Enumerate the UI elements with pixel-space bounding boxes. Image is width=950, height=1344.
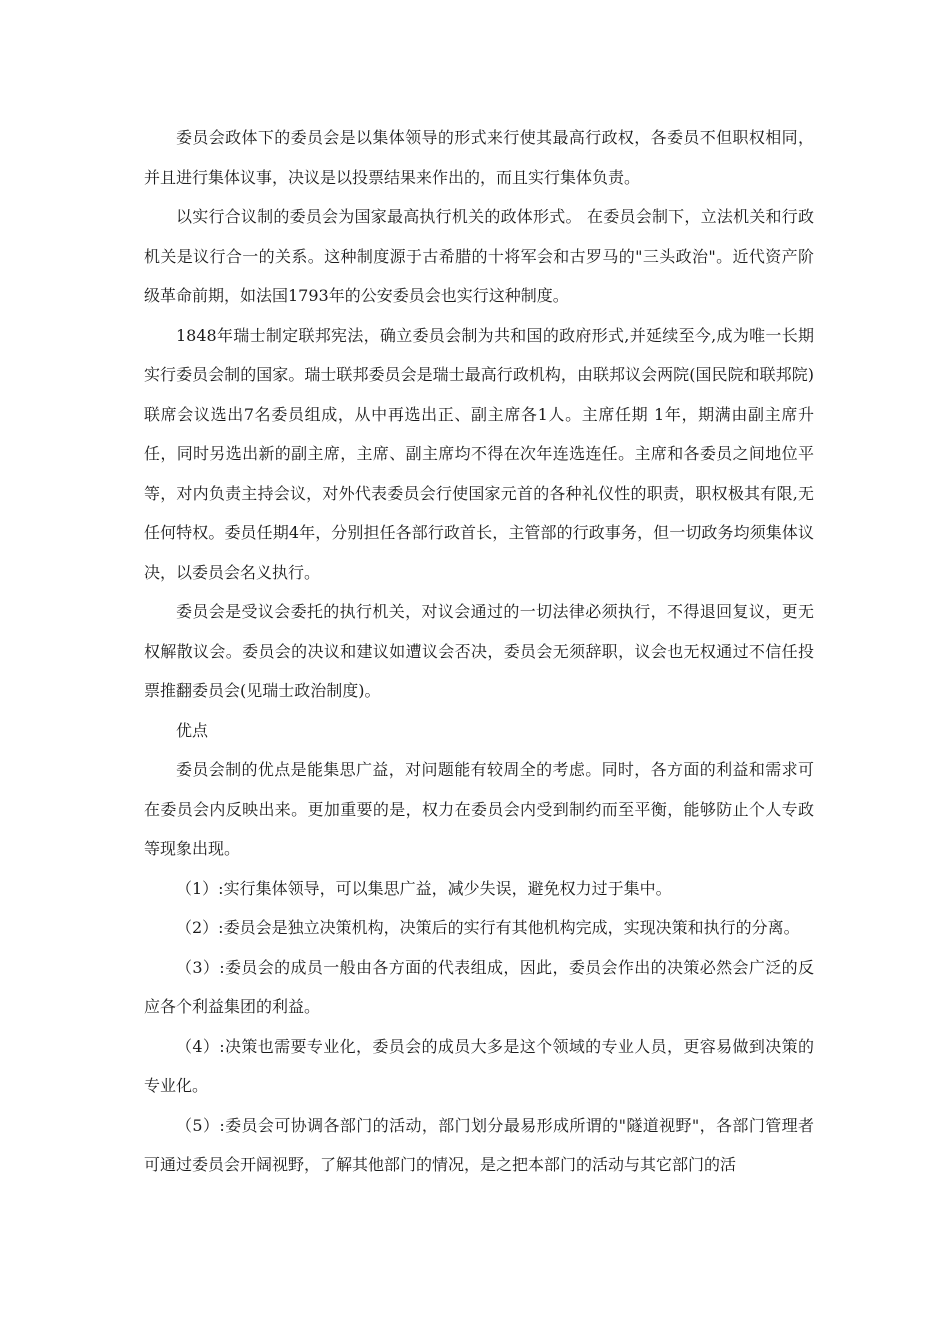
paragraph-collegial-system: 以实行合议制的委员会为国家最高执行机关的政体形式。 在委员会制下，立法机关和行政机关是议行合一的关系。这种制度源于古希腊的十将军会和古罗马的"三头政治"。近代资产阶级革命前期，如法国1793年的公安委员会也实行这种制度。 (144, 207, 814, 305)
document-body (144, 118, 814, 1185)
paragraph-swiss-federal-council: 1848年瑞士制定联邦宪法，确立委员会制为共和国的政府形式,并延续至今,成为唯一长期实行委员会制的国家。瑞士联邦委员会是瑞士最高行政机构，由联邦议会两院(国民院和联邦院)联席会议选出7名委员组成，从中再选出正、副主席各1人。主席任期 1年，期满由副主席升任，同时另选出新的副主席，主席、副主席均不得在次年连选连任。主席和各委员之间地位平等，对内负责主持会议，对外代表委员会行使国家元首的各种礼仪性的职责，职权极其有限,无任何特权。委员任期4年，分别担任各部行政首长，主管部的行政事务，但一切政务均须集体议决，以委员会名义执行。 (144, 325, 814, 582)
paragraph-parliament-relation: 委员会是受议会委托的执行机关，对议会通过的一切法律必须执行，不得退回复议，更无权解散议会。委员会的决议和建议如遭议会否决，委员会无须辞职，议会也无权通过不信任投票推翻委员会(见瑞士政治制度)。 (144, 602, 814, 700)
advantage-item-3: （3）:委员会的成员一般由各方面的代表组成，因此，委员会作出的决策必然会广泛的反应各个利益集团的利益。 (144, 957, 814, 1016)
paragraph-committee-government: 委员会政体下的委员会是以集体领导的形式来行使其最高行政权，各委员不但职权相同，并且进行集体议事，决议是以投票结果来作出的，而且实行集体负责。 (144, 128, 814, 187)
advantage-item-2: （2）:委员会是独立决策机构，决策后的实行有其他机构完成，实现决策和执行的分离。 (176, 918, 800, 937)
advantage-item-4: （4）:决策也需要专业化，委员会的成员大多是这个领域的专业人员，更容易做到决策的专业化。 (144, 1036, 814, 1095)
advantage-item-5: （5）:委员会可协调各部门的活动，部门划分最易形成所谓的"隧道视野"，各部门管理者可通过委员会开阔视野，了解其他部门的情况，是之把本部门的活动与其它部门的活 (144, 1115, 814, 1174)
advantage-item-1: （1）:实行集体领导，可以集思广益，减少失误，避免权力过于集中。 (176, 878, 672, 898)
paragraph-advantages-intro: 委员会制的优点是能集思广益，对问题能有较周全的考虑。同时，各方面的利益和需求可在委员会内反映出来。更加重要的是，权力在委员会内受到制约而至平衡，能够防止个人专政等现象出现。 (144, 760, 814, 858)
section-heading-advantages: 优点 (176, 720, 209, 740)
